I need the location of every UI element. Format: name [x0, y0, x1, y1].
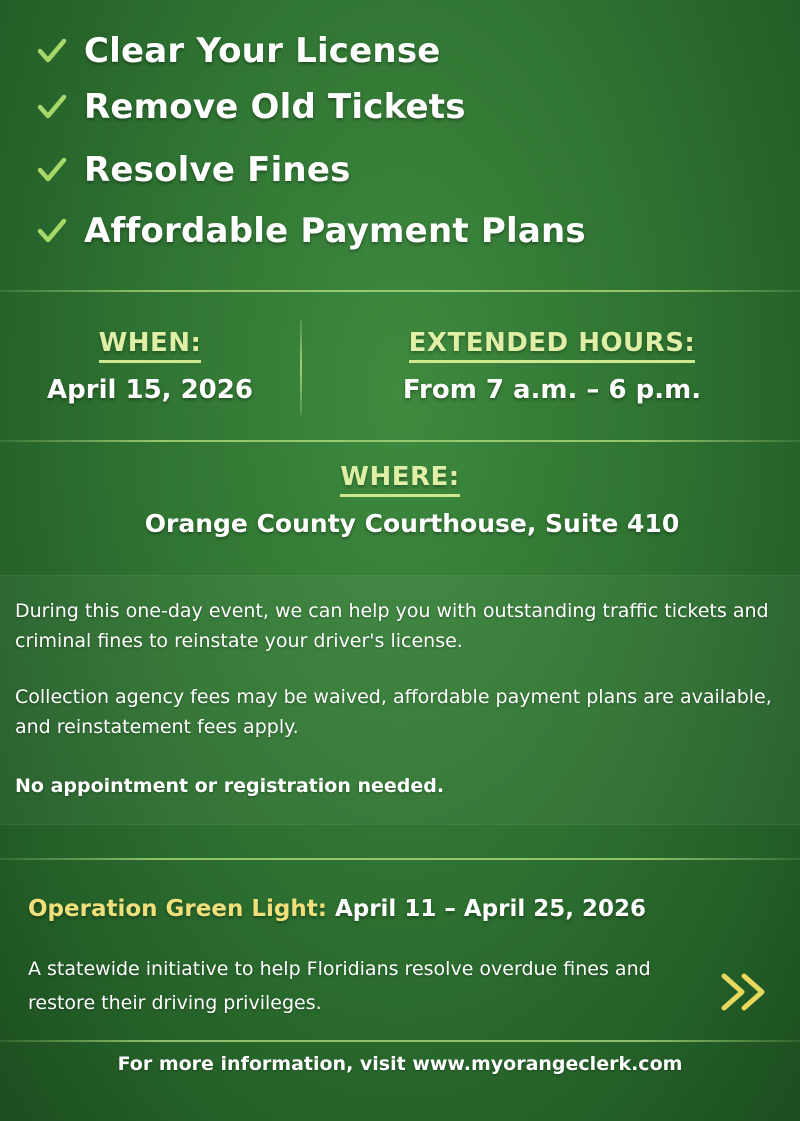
where-label: WHERE:: [340, 462, 459, 497]
checklist-item: [34, 84, 466, 130]
check-icon: [34, 213, 70, 249]
hours-label: EXTENDED HOURS:: [409, 328, 696, 363]
section-divider: [0, 290, 800, 292]
where-location: Orange County Courthouse, Suite 410: [144, 509, 680, 538]
operation-heading: [28, 896, 646, 922]
check-icon: [34, 152, 70, 188]
info-panel: [0, 575, 800, 825]
checklist-item-label: Clear Your License: [84, 31, 441, 71]
hours-section: [304, 328, 800, 405]
hours-value: From 7 a.m. – 6 p.m.: [402, 375, 702, 405]
checklist-item: [34, 28, 441, 74]
checklist-item-label: Remove Old Tickets: [84, 87, 466, 127]
checklist-item-label: Affordable Payment Plans: [84, 211, 586, 251]
section-divider: [0, 1040, 800, 1042]
section-divider: [0, 858, 800, 860]
no-appointment-note: No appointment or registration needed.: [15, 775, 445, 797]
section-divider: [0, 440, 800, 442]
operation-description: A statewide initiative to help Floridians resolve overdue fines and restore their driving privileges.: [28, 958, 651, 1014]
checklist-item-label: Resolve Fines: [84, 150, 351, 190]
check-icon: [34, 89, 70, 125]
vertical-divider: [300, 320, 302, 415]
when-section: [0, 328, 300, 405]
where-section: [0, 462, 800, 538]
checklist-item: [34, 208, 586, 254]
when-date: April 15, 2026: [47, 375, 253, 405]
double-chevron-right-icon[interactable]: [716, 970, 772, 1014]
when-label: WHEN:: [99, 328, 202, 363]
info-paragraph: Collection agency fees may be waived, affordable payment plans are available, and reinstatement fees apply.: [15, 686, 772, 738]
operation-name: Operation Green Light:: [28, 896, 327, 922]
footer-info: For more information, visit www.myorangeclerk.com: [117, 1053, 683, 1075]
operation-dates: April 11 – April 25, 2026: [334, 896, 646, 922]
check-icon: [34, 33, 70, 69]
checklist-item: [34, 147, 351, 193]
info-paragraph: During this one-day event, we can help you with outstanding traffic tickets and criminal fines to reinstate your driver's license.: [15, 600, 769, 652]
